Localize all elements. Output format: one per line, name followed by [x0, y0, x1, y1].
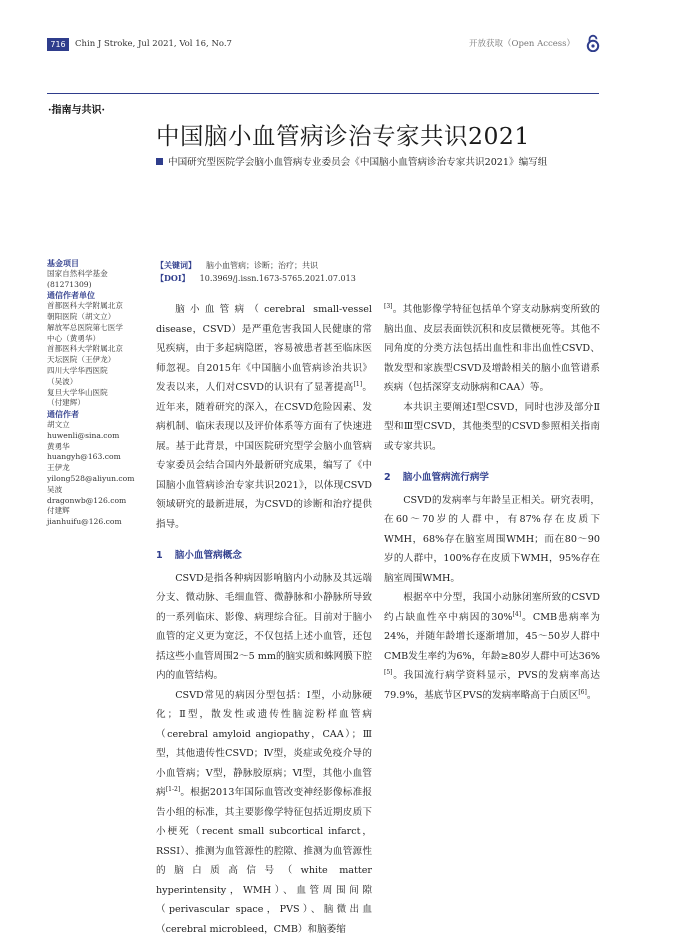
section-title: 脑小血管病概念 — [175, 550, 242, 561]
unit-line: 中心（黄勇华） — [47, 334, 147, 345]
paragraph-continued — [384, 300, 600, 398]
contact-email[interactable]: huangyh@163.com — [47, 452, 147, 463]
doi-row — [156, 272, 596, 285]
citation[interactable]: [3] — [384, 303, 393, 310]
section-number: 1 — [156, 550, 163, 561]
fund-line: 国家自然科学基金 — [47, 269, 147, 280]
unit-line: 朝阳医院（胡文立） — [47, 312, 147, 323]
page-number: 716 — [47, 38, 69, 51]
paragraph-text: 。其他影像学特征包括单个穿支动脉病变所致的脑出血、皮层表面铁沉积和皮层微梗死等。其他不同角度的分类方法包括出血性和非出血性CSVD、散发型和家族型CSVD及增龄相关的脑小血管谱系疾病（包括深穿支动脉病和CAA）等。 — [384, 304, 600, 393]
unit-line: （付建辉） — [47, 398, 147, 409]
doi-label: 【DOI】 — [156, 273, 190, 283]
unit-line: （吴波） — [47, 377, 147, 388]
header-rule — [47, 93, 599, 94]
article-title: 中国脑小血管病诊治专家共识2021 — [156, 117, 530, 151]
keywords-row — [156, 259, 596, 272]
author-group: 中国研究型医院学会脑小血管病专业委员会《中国脑小血管病诊治专家共识2021》编写组 — [168, 157, 547, 168]
units-heading: 通信作者单位 — [47, 290, 147, 301]
paragraph: 本共识主要阐述Ⅰ型CSVD，同时也涉及部分Ⅱ型和Ⅲ型CSVD，其他类型的CSVD参照相关指南或专家共识。 — [384, 398, 600, 457]
fund-line: (81271309) — [47, 280, 147, 291]
sidebar — [47, 258, 147, 528]
section-2-heading — [384, 468, 600, 488]
paragraph-end: 。 — [587, 690, 597, 701]
paragraph-text-cont: 。我国流行病学资料显示，PVS的发病率高达79.9%，基底节区PVS的发病率略高于白质区 — [384, 670, 600, 701]
intro-text-cont: 。近年来，随着研究的深入，在CSVD危险因素、发病机制、临床表现以及评价体系等方面有了快速进展。基于此背景，中国医院研究型学会脑小血管病专家委员会结合国内外最新研究成果，编写了《中国脑小血管病诊治专家共识2021》，以体现CSVD领域研究的最新进展，为CSVD的诊断和治疗提供指导。 — [156, 382, 372, 530]
paragraph-text: CSVD常见的病因分型包括：Ⅰ型，小动脉硬化；Ⅱ型，散发性或遗传性脑淀粉样血管病（cerebral amyloid angiopathy，CAA）；Ⅲ型，其他遗传性CSVD；Ⅳ型，炎症或免疫介导的小血管病；Ⅴ型，静脉胶原病；Ⅵ型，其他小血管病 — [156, 690, 372, 799]
section-1-heading — [156, 546, 372, 566]
journal-citation: Chin J Stroke, Jul 2021, Vol 16, No.7 — [75, 38, 232, 51]
contact-email[interactable]: jianhuifu@126.com — [47, 517, 147, 528]
paragraph-text-cont: 。根据2013年国际血管改变神经影像标准报告小组的标准，其主要影像学特征包括近期皮质下小梗死（recent small subcortical infarct，RSSI）、推测为血管源性的腔隙、推测为血管源性的脑白质高信号（white matter hyperintensity，WMH）、血管周围间隙（perivascular space，PVS）、脑微出血（cerebral microbleed，CMB）和脑萎缩 — [156, 787, 372, 935]
contact-name: 王伊龙 — [47, 463, 147, 474]
doi-value[interactable]: 10.3969/j.issn.1673-5765.2021.07.013 — [200, 274, 356, 283]
section-number: 2 — [384, 472, 391, 483]
section-tag: ·指南与共识· — [48, 101, 105, 116]
contact-email[interactable]: huwenli@sina.com — [47, 431, 147, 442]
unit-line: 四川大学华西医院 — [47, 366, 147, 377]
citation[interactable]: [4] — [513, 610, 522, 617]
open-access-lock-icon — [586, 34, 600, 52]
citation[interactable]: [6] — [578, 688, 587, 695]
fund-heading: 基金项目 — [47, 258, 147, 269]
unit-line: 解放军总医院第七医学 — [47, 323, 147, 334]
unit-line: 首都医科大学附属北京 — [47, 301, 147, 312]
citation[interactable]: [1-2] — [166, 786, 180, 793]
unit-line: 首都医科大学附属北京 — [47, 344, 147, 355]
contact-name: 胡文立 — [47, 420, 147, 431]
contact-email[interactable]: dragonwb@126.com — [47, 496, 147, 507]
body-column-left — [156, 300, 372, 939]
body-column-right — [384, 300, 600, 705]
author-line — [156, 154, 547, 168]
paragraph: CSVD的发病率与年龄呈正相关。研究表明，在60～70岁的人群中，有87%存在皮质下WMH，68%存在脑室周围WMH；而在80～90岁的人群中，100%存在皮质下WMH，95%存在脑室周围WMH。 — [384, 491, 600, 589]
paragraph-text: 根据卒中分型，我国小动脉闭塞所致的CSVD约占缺血性卒中病因的30% — [384, 592, 600, 623]
contact-name: 付建辉 — [47, 506, 147, 517]
citation[interactable]: [5] — [384, 669, 393, 676]
unit-line: 天坛医院（王伊龙） — [47, 355, 147, 366]
citation[interactable]: [1] — [354, 381, 363, 388]
bullet-square-icon — [156, 158, 163, 165]
intro-paragraph — [156, 300, 372, 534]
paragraph — [384, 588, 600, 705]
open-access-label: 开放获取（Open Access） — [469, 38, 575, 51]
contact-heading: 通信作者 — [47, 409, 147, 420]
intro-text: 脑小血管病（cerebral small-vessel disease，CSVD）是严重危害我国人民健康的常见疾病，由于多起病隐匿，容易被患者甚至临床医师忽视。自2015年《中国脑小血管病诊治共识》发表以来，人们对CSVD的认识有了显著提高 — [156, 304, 372, 393]
keywords-block — [156, 259, 596, 285]
contact-name: 黄勇华 — [47, 442, 147, 453]
section-title: 脑小血管病流行病学 — [403, 472, 489, 483]
paragraph-text-cont: 。CMB患病率为24%，并随年龄增长逐渐增加，45～50岁人群中CMB发生率约为6%，年龄≥80岁人群中可达36% — [384, 612, 600, 662]
contact-email[interactable]: yilong528@aliyun.com — [47, 474, 147, 485]
unit-line: 复旦大学华山医院 — [47, 388, 147, 399]
paragraph: CSVD是指各种病因影响脑内小动脉及其远端分支、微动脉、毛细血管、微静脉和小静脉所导致的一系列临床、影像、病理综合征。目前对于脑小血管的定义更为宽泛，不仅包括上述小血管，还包括这些小血管周围2～5 mm的脑实质和蛛网膜下腔内的血管结构。 — [156, 569, 372, 686]
contact-name: 吴波 — [47, 485, 147, 496]
keywords-label: 【关键词】 — [156, 260, 196, 270]
keywords-value: 脑小血管病；诊断；治疗；共识 — [206, 261, 318, 270]
